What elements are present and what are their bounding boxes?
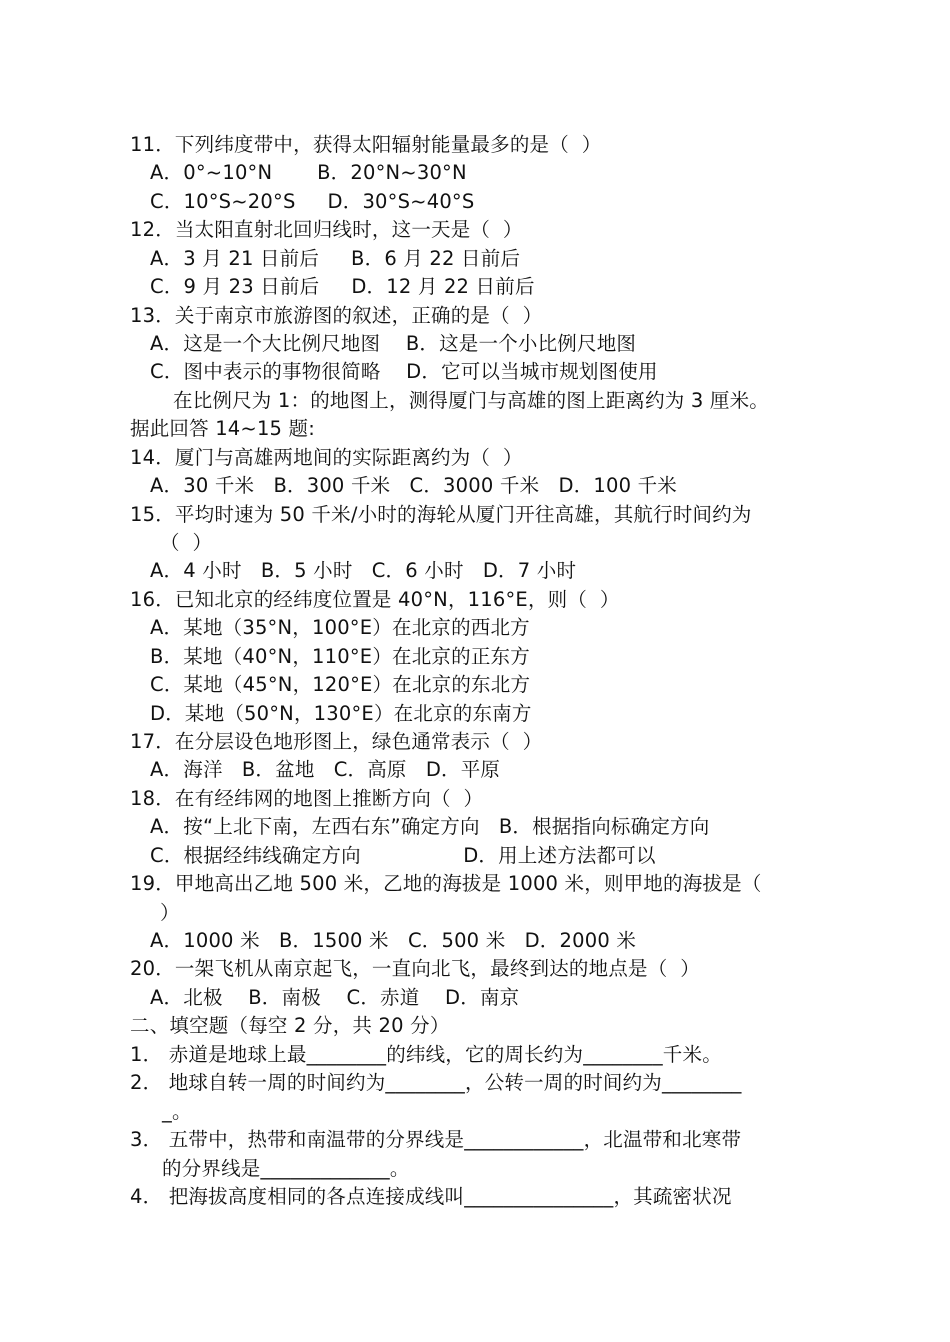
fill-question-2: 2． 地球自转一周的时间约为________，公转一周的时间约为________: [130, 1071, 742, 1094]
section-heading-fill-in: 二、填空题（每空 2 分，共 20 分）: [130, 1014, 450, 1037]
question-15-cont: （ ）: [160, 531, 213, 554]
question-16: 16．已知北京的经纬度位置是 40°N，116°E，则（ ）: [130, 588, 620, 611]
question-13: 13．关于南京市旅游图的叙述，正确的是（ ）: [130, 304, 543, 327]
q16-option-a: A．某地（35°N，100°E）在北京的西北方: [150, 616, 530, 639]
q19-options: A．1000 米 B．1500 米 C．500 米 D．2000 米: [150, 929, 637, 952]
question-15: 15．平均时速为 50 千米/小时的海轮从厦门开往高雄，其航行时间约为: [130, 503, 752, 526]
q12-options-ab: A．3 月 21 日前后 B．6 月 22 日前后: [150, 247, 521, 270]
q18-options-cd: C．根据经纬线确定方向 D．用上述方法都可以: [150, 844, 656, 867]
q14-options: A．30 千米 B．300 千米 C．3000 千米 D．100 千米: [150, 474, 678, 497]
fill-question-4: 4． 把海拔高度相同的各点连接成线叫_______________，其疏密状况: [130, 1185, 732, 1208]
q15-options: A．4 小时 B．5 小时 C．6 小时 D．7 小时: [150, 559, 577, 582]
question-19: 19．甲地高出乙地 500 米，乙地的海拔是 1000 米，则甲地的海拔是（: [130, 872, 762, 895]
passage-14-15: 在比例尺为 1：的地图上，测得厦门与高雄的图上距离约为 3 厘米。: [173, 389, 770, 412]
q16-option-c: C．某地（45°N，120°E）在北京的东北方: [150, 673, 531, 696]
q11-options-ab: A．0°~10°N B．20°N~30°N: [150, 161, 467, 184]
question-14: 14．厦门与高雄两地间的实际距离约为（ ）: [130, 446, 523, 469]
fill-question-3-cont: 的分界线是_____________。: [162, 1157, 410, 1180]
q13-options-cd: C．图中表示的事物很简略 D．它可以当城市规划图使用: [150, 360, 658, 383]
q13-options-ab: A．这是一个大比例尺地图 B．这是一个小比例尺地图: [150, 332, 637, 355]
q11-options-cd: C．10°S~20°S D．30°S~40°S: [150, 190, 475, 213]
q17-options: A．海洋 B．盆地 C．高原 D．平原: [150, 758, 501, 781]
q16-option-b: B．某地（40°N，110°E）在北京的正东方: [150, 645, 530, 668]
q16-option-d: D．某地（50°N，130°E）在北京的东南方: [150, 702, 532, 725]
question-17: 17．在分层设色地形图上，绿色通常表示（ ）: [130, 730, 543, 753]
question-11: 11．下列纬度带中，获得太阳辐射能量最多的是（ ）: [130, 133, 602, 156]
question-12: 12．当太阳直射北回归线时，这一天是（ ）: [130, 218, 523, 241]
q12-options-cd: C．9 月 23 日前后 D．12 月 22 日前后: [150, 275, 535, 298]
fill-question-1: 1． 赤道是地球上最________的纬线，它的周长约为________千米。: [130, 1043, 722, 1066]
question-18: 18．在有经纬网的地图上推断方向（ ）: [130, 787, 484, 810]
passage-14-15-cont: 据此回答 14~15 题:: [130, 417, 316, 440]
fill-question-2-cont: _。: [162, 1100, 192, 1123]
fill-question-3: 3． 五带中，热带和南温带的分界线是____________，北温带和北寒带: [130, 1128, 742, 1151]
question-20: 20．一架飞机从南京起飞，一直向北飞，最终到达的地点是（ ）: [130, 957, 700, 980]
question-19-cont: ）: [160, 901, 180, 924]
q18-options-ab: A．按“上北下南，左西右东”确定方向 B．根据指向标确定方向: [150, 815, 710, 838]
q20-options: A．北极 B．南极 C．赤道 D．南京: [150, 986, 520, 1009]
